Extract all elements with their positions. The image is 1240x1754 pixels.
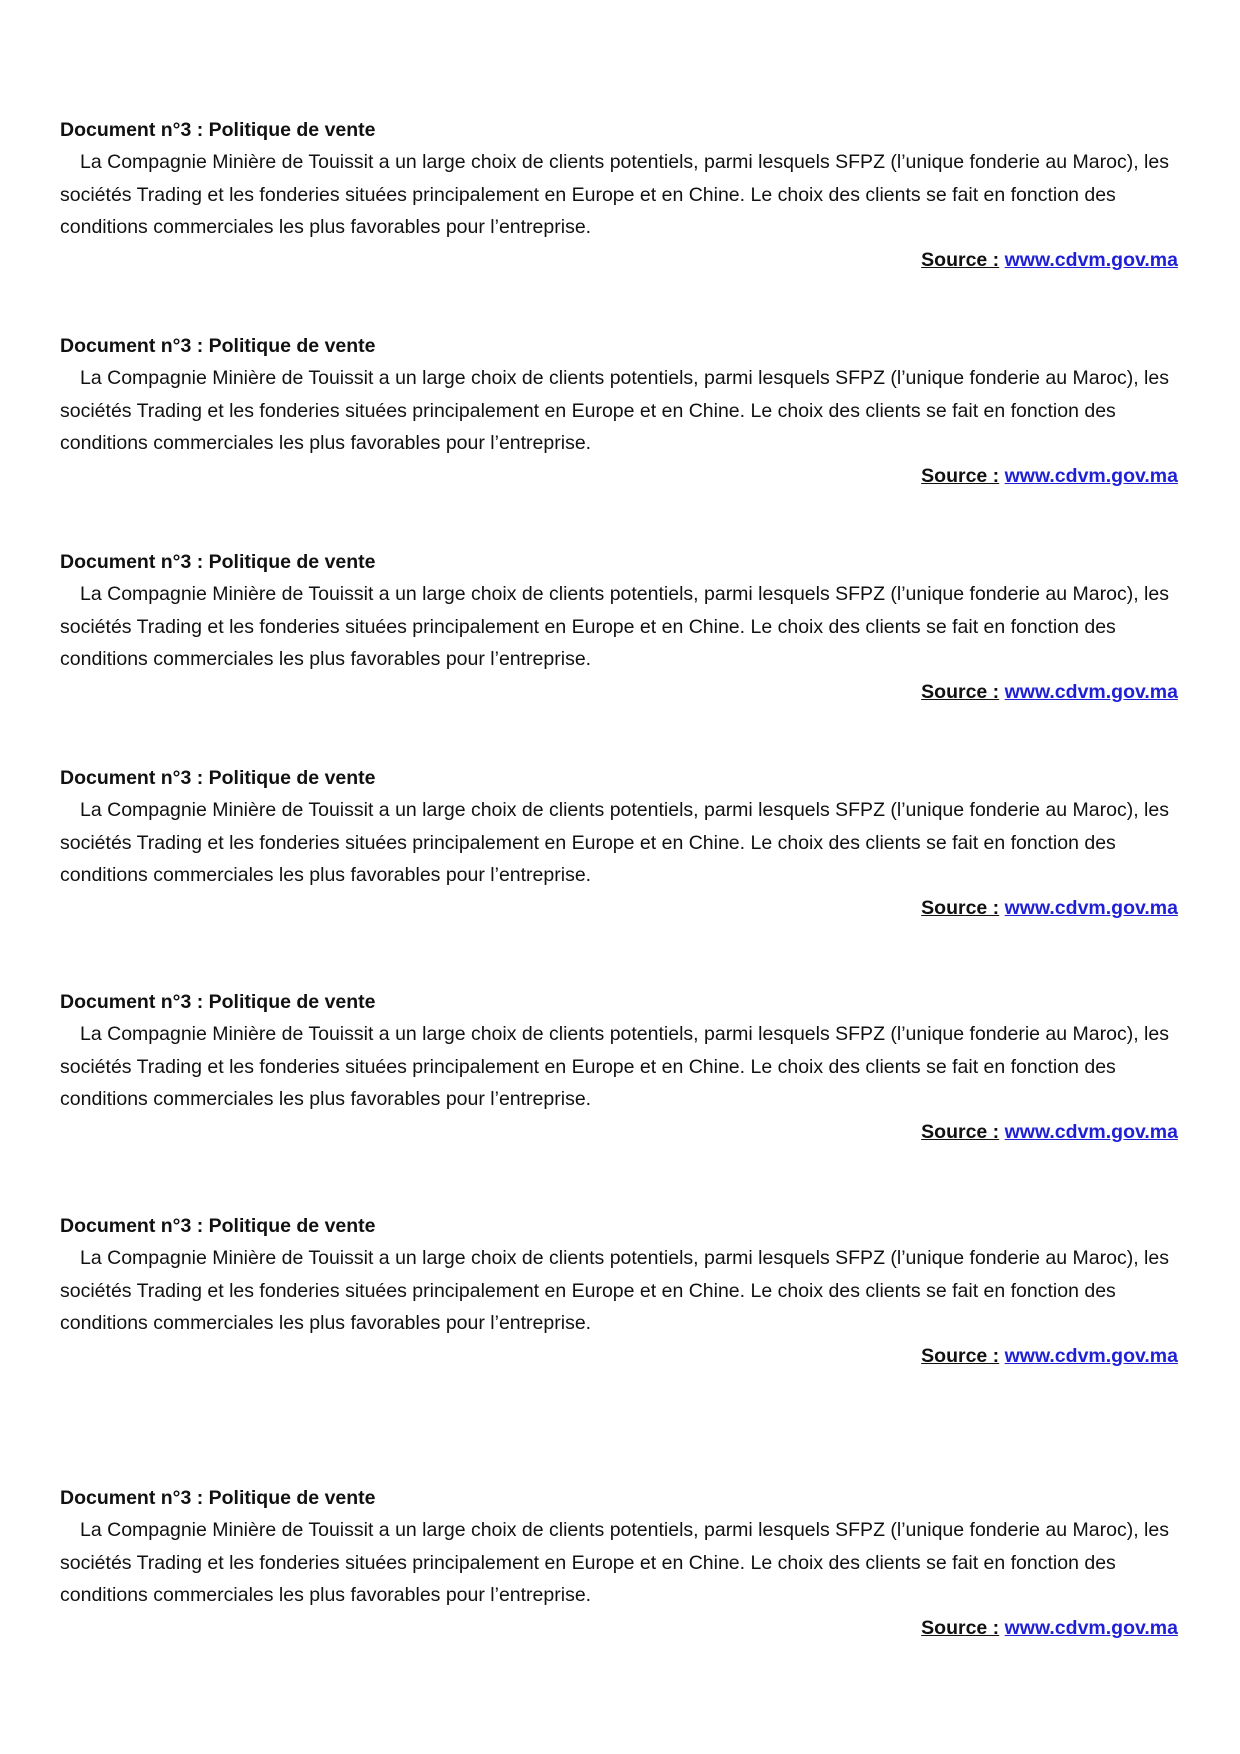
- block-text: La Compagnie Minière de Touissit a un large choix de clients potentiels, parmi lesquels SFPZ (l’unique fonderie au Maroc), les sociétés Trading et les fonderies situées principalement en Europe et en Chine. Le choix des clients se fait en fonction des conditions commerciales les plus favorables pour l’entreprise.: [60, 583, 1169, 670]
- source-link[interactable]: www.cdvm.gov.ma: [1004, 896, 1178, 919]
- source-line: [60, 1612, 1178, 1644]
- source-link[interactable]: www.cdvm.gov.ma: [1004, 1344, 1178, 1367]
- source-line: [60, 1340, 1178, 1372]
- block-title: Document n°3 : Politique de vente: [60, 991, 376, 1013]
- source-line: [60, 460, 1178, 492]
- block-title: Document n°3 : Politique de vente: [60, 1215, 376, 1237]
- source-label: Source :: [921, 1616, 1000, 1639]
- document-block: [60, 546, 1178, 708]
- source-link[interactable]: www.cdvm.gov.ma: [1004, 680, 1178, 703]
- document-block: [60, 1482, 1178, 1644]
- source-label: Source :: [921, 1120, 1000, 1143]
- block-text: La Compagnie Minière de Touissit a un large choix de clients potentiels, parmi lesquels SFPZ (l’unique fonderie au Maroc), les sociétés Trading et les fonderies situées principalement en Europe et en Chine. Le choix des clients se fait en fonction des conditions commerciales les plus favorables pour l’entreprise.: [60, 1247, 1169, 1334]
- document-block: [60, 986, 1178, 1148]
- source-line: [60, 244, 1178, 276]
- source-line: [60, 676, 1178, 708]
- document-block: [60, 330, 1178, 492]
- source-line: [60, 1116, 1178, 1148]
- block-text: La Compagnie Minière de Touissit a un large choix de clients potentiels, parmi lesquels SFPZ (l’unique fonderie au Maroc), les sociétés Trading et les fonderies situées principalement en Europe et en Chine. Le choix des clients se fait en fonction des conditions commerciales les plus favorables pour l’entreprise.: [60, 1023, 1169, 1110]
- source-link[interactable]: www.cdvm.gov.ma: [1004, 248, 1178, 271]
- source-label: Source :: [921, 1344, 1000, 1367]
- block-title: Document n°3 : Politique de vente: [60, 335, 376, 357]
- source-link[interactable]: www.cdvm.gov.ma: [1004, 1616, 1178, 1639]
- source-label: Source :: [921, 680, 1000, 703]
- block-text: La Compagnie Minière de Touissit a un large choix de clients potentiels, parmi lesquels SFPZ (l’unique fonderie au Maroc), les sociétés Trading et les fonderies situées principalement en Europe et en Chine. Le choix des clients se fait en fonction des conditions commerciales les plus favorables pour l’entreprise.: [60, 367, 1169, 454]
- block-text: La Compagnie Minière de Touissit a un large choix de clients potentiels, parmi lesquels SFPZ (l’unique fonderie au Maroc), les sociétés Trading et les fonderies situées principalement en Europe et en Chine. Le choix des clients se fait en fonction des conditions commerciales les plus favorables pour l’entreprise.: [60, 1519, 1169, 1606]
- block-text: La Compagnie Minière de Touissit a un large choix de clients potentiels, parmi lesquels SFPZ (l’unique fonderie au Maroc), les sociétés Trading et les fonderies situées principalement en Europe et en Chine. Le choix des clients se fait en fonction des conditions commerciales les plus favorables pour l’entreprise.: [60, 799, 1169, 886]
- document-block: [60, 762, 1178, 924]
- source-label: Source :: [921, 464, 1000, 487]
- block-text: La Compagnie Minière de Touissit a un large choix de clients potentiels, parmi lesquels SFPZ (l’unique fonderie au Maroc), les sociétés Trading et les fonderies situées principalement en Europe et en Chine. Le choix des clients se fait en fonction des conditions commerciales les plus favorables pour l’entreprise.: [60, 151, 1169, 238]
- source-label: Source :: [921, 248, 1000, 271]
- block-title: Document n°3 : Politique de vente: [60, 767, 376, 789]
- block-title: Document n°3 : Politique de vente: [60, 551, 376, 573]
- source-line: [60, 892, 1178, 924]
- source-label: Source :: [921, 896, 1000, 919]
- source-link[interactable]: www.cdvm.gov.ma: [1004, 464, 1178, 487]
- block-title: Document n°3 : Politique de vente: [60, 1487, 376, 1509]
- block-title: Document n°3 : Politique de vente: [60, 119, 376, 141]
- source-link[interactable]: www.cdvm.gov.ma: [1004, 1120, 1178, 1143]
- document-block: [60, 114, 1178, 276]
- document-block: [60, 1210, 1178, 1372]
